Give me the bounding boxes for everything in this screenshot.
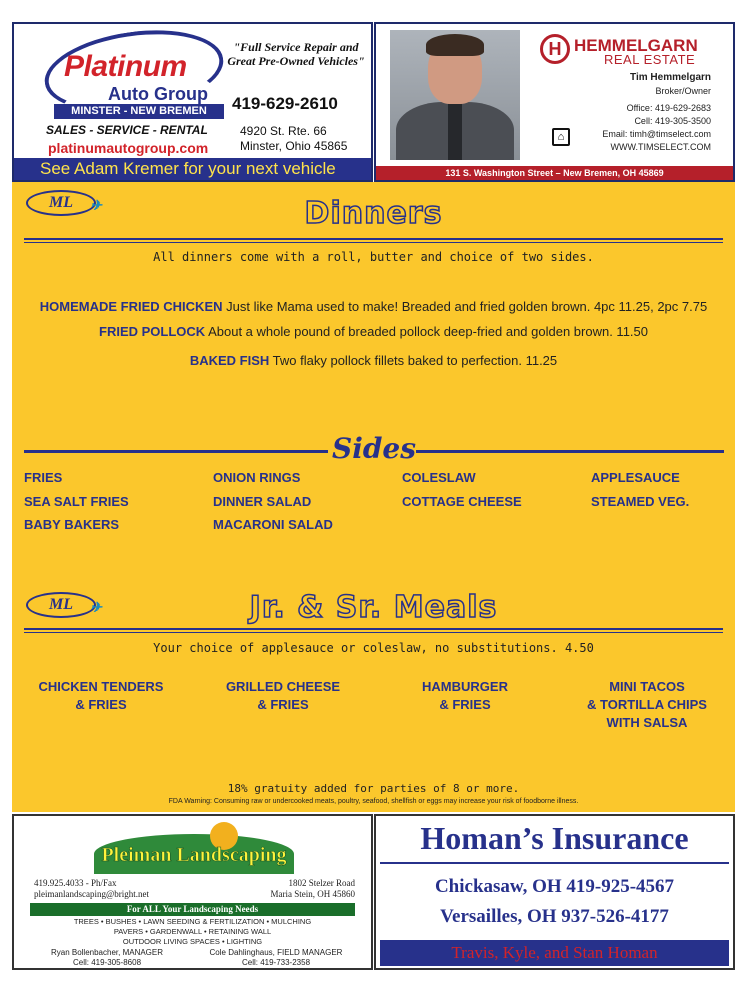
staff-name: Ryan Bollenbacher, MANAGER bbox=[50, 948, 164, 957]
jr-sr-item bbox=[380, 678, 550, 714]
pleiman-brand-name: Pleiman Landscaping bbox=[101, 844, 287, 866]
side-item: APPLESAUCE bbox=[591, 470, 680, 485]
dinners-note: All dinners come with a roll, butter and choice of two sides. bbox=[153, 250, 594, 264]
dinner-item bbox=[12, 324, 735, 339]
dinner-item bbox=[12, 353, 735, 368]
pleiman-staff bbox=[32, 948, 182, 968]
equal-housing-icon: ⌂ bbox=[552, 128, 570, 146]
jr-sr-item-line2: & TORTILLA CHIPS bbox=[587, 697, 707, 712]
menu-panel bbox=[12, 182, 735, 812]
platinum-address-line2: Minster, Ohio 45865 bbox=[240, 139, 348, 153]
dinner-item bbox=[12, 299, 735, 314]
dinner-item-desc: Two flaky pollock fillets baked to perfection. 11.25 bbox=[272, 353, 558, 368]
jr-sr-item-line3: WITH SALSA bbox=[606, 715, 688, 730]
agent-contact bbox=[602, 102, 711, 154]
platinum-phone: 419-629-2610 bbox=[232, 94, 338, 113]
sides-rule-right bbox=[416, 450, 724, 453]
pleiman-phone: 419.925.4033 - Ph/Fax bbox=[34, 878, 117, 888]
pleiman-services-line: OUTDOOR LIVING SPACES • LIGHTING bbox=[122, 937, 263, 946]
gratuity-note: 18% gratuity added for parties of 8 or more. bbox=[227, 782, 520, 795]
staff-cell: Cell: 419-733-2358 bbox=[241, 958, 311, 967]
pleiman-staff bbox=[190, 948, 362, 968]
hemmelgarn-brand-sub: REAL ESTATE bbox=[604, 52, 696, 67]
agent-name: Tim Hemmelgarn bbox=[630, 72, 711, 83]
hemmelgarn-logo-icon: H bbox=[540, 34, 570, 64]
dinner-item-name: FRIED POLLOCK bbox=[99, 324, 206, 339]
ml-logo-text: ML bbox=[49, 596, 73, 613]
jr-sr-item bbox=[198, 678, 368, 714]
jr-sr-item-line2: & FRIES bbox=[257, 697, 309, 712]
sides-rule-left bbox=[24, 450, 328, 453]
staff-cell: Cell: 419-305-8608 bbox=[72, 958, 142, 967]
pleiman-ad bbox=[12, 814, 373, 970]
agent-office: Office: 419-629-2683 bbox=[626, 103, 711, 113]
sides-title: Sides bbox=[332, 432, 417, 465]
dinner-item-name: HOMEMADE FRIED CHICKEN bbox=[39, 299, 223, 314]
jr-sr-item-line2: & FRIES bbox=[75, 697, 127, 712]
agent-photo bbox=[390, 30, 520, 160]
platinum-footer: See Adam Kremer for your next vehicle bbox=[14, 158, 371, 180]
agent-email: Email: timh@timselect.com bbox=[602, 129, 711, 139]
staff-name: Cole Dahlinghaus, FIELD MANAGER bbox=[209, 948, 343, 957]
side-item: COTTAGE CHEESE bbox=[402, 494, 522, 509]
jr-sr-divider bbox=[24, 628, 723, 633]
jr-sr-item-line1: CHICKEN TENDERS bbox=[38, 679, 164, 694]
side-item: BABY BAKERS bbox=[24, 517, 120, 532]
homan-divider bbox=[380, 862, 729, 864]
side-item: ONION RINGS bbox=[213, 470, 301, 485]
jr-sr-note: Your choice of applesauce or coleslaw, no substitutions. 4.50 bbox=[153, 641, 594, 655]
photo-hair bbox=[426, 34, 484, 56]
side-item: MACARONI SALAD bbox=[213, 517, 333, 532]
platinum-logo bbox=[44, 32, 234, 112]
hemmelgarn-address: 131 S. Washington Street – New Bremen, OH 45869 bbox=[376, 166, 733, 180]
homan-office: Chickasaw, OH 419-925-4567 bbox=[434, 876, 675, 897]
platinum-brand-name: Platinum bbox=[64, 50, 187, 83]
pleiman-address-line1: 1802 Stelzer Road bbox=[288, 878, 355, 888]
platinum-services: SALES - SERVICE - RENTAL bbox=[46, 123, 208, 137]
pleiman-services bbox=[30, 917, 355, 947]
side-item: FRIES bbox=[24, 470, 63, 485]
agent-cell: Cell: 419-305-3500 bbox=[634, 116, 711, 126]
pleiman-contact bbox=[34, 878, 149, 900]
homan-title: Homan’s Insurance bbox=[420, 820, 689, 856]
airplane-icon: ✈ bbox=[90, 601, 102, 616]
jr-sr-item-line1: GRILLED CHEESE bbox=[225, 679, 341, 694]
airplane-icon: ✈ bbox=[90, 199, 102, 214]
platinum-address bbox=[240, 124, 347, 154]
jr-sr-item bbox=[562, 678, 732, 732]
platinum-brand-sub: Auto Group bbox=[108, 84, 208, 104]
dinner-item-name: BAKED FISH bbox=[189, 353, 270, 368]
pleiman-address-line2: Maria Stein, OH 45860 bbox=[270, 889, 355, 899]
photo-tie bbox=[448, 104, 462, 160]
platinum-slogan: "Full Service Repair and Great Pre-Owned Vehicles" bbox=[227, 40, 365, 68]
platinum-auto-ad bbox=[12, 22, 373, 182]
side-item: DINNER SALAD bbox=[213, 494, 312, 509]
jr-sr-item-line1: HAMBURGER bbox=[422, 679, 508, 694]
homan-ad bbox=[374, 814, 735, 970]
dinners-divider bbox=[24, 238, 723, 243]
dinner-item-desc: Just like Mama used to make! Breaded and fried golden brown. 4pc 11.25, 2pc 7.75 bbox=[226, 299, 708, 314]
homan-office: Versailles, OH 937-526-4177 bbox=[440, 906, 669, 927]
jr-sr-item-line1: MINI TACOS bbox=[609, 679, 685, 694]
dinner-item-desc: About a whole pound of breaded pollock deep-fried and golden brown. 11.50 bbox=[208, 324, 648, 339]
pleiman-email: pleimanlandscaping@bright.net bbox=[34, 889, 150, 899]
jr-sr-item bbox=[16, 678, 186, 714]
jr-sr-title: Jr. & Sr. Meals bbox=[249, 590, 498, 625]
hemmelgarn-brand-name: HEMMELGARN bbox=[574, 36, 698, 55]
pleiman-services-line: TREES • BUSHES • LAWN SEEDING & FERTILIZATION • MULCHING bbox=[73, 917, 312, 926]
jr-sr-item-line2: & FRIES bbox=[439, 697, 491, 712]
platinum-address-line1: 4920 St. Rte. 66 bbox=[240, 124, 327, 138]
pleiman-services-line: PAVERS • GARDENWALL • RETAINING WALL bbox=[113, 927, 272, 936]
ml-logo-text: ML bbox=[49, 194, 73, 211]
platinum-locations: MINSTER - NEW BREMEN bbox=[54, 104, 224, 119]
fda-warning: FDA Warning: Consuming raw or undercooked meats, poultry, seafood, shellfish or eggs may increase your risk of foodborne illness. bbox=[168, 798, 579, 805]
homan-agents: Travis, Kyle, and Stan Homan bbox=[380, 940, 729, 966]
hemmelgarn-ad bbox=[374, 22, 735, 182]
agent-role: Broker/Owner bbox=[655, 86, 711, 96]
side-item: COLESLAW bbox=[402, 470, 476, 485]
platinum-website: platinumautogroup.com bbox=[48, 140, 209, 156]
pleiman-address bbox=[271, 878, 356, 900]
side-item: STEAMED VEG. bbox=[591, 494, 690, 509]
side-item: SEA SALT FRIES bbox=[24, 494, 129, 509]
pleiman-tagline: For ALL Your Landscaping Needs bbox=[30, 903, 355, 916]
agent-website: WWW.TIMSELECT.COM bbox=[610, 142, 711, 152]
dinners-title: Dinners bbox=[304, 196, 443, 231]
